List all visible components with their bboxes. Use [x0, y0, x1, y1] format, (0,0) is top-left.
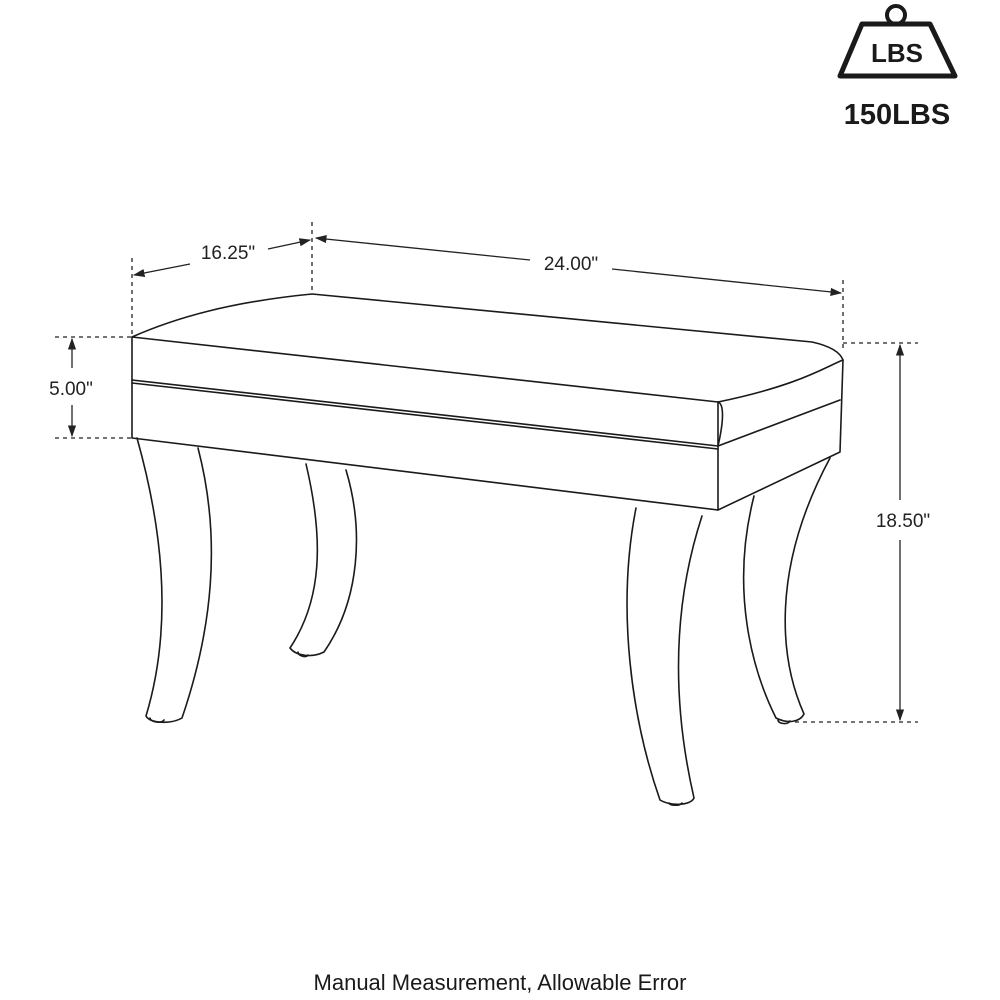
bench-illustration [132, 294, 843, 805]
weight-capacity: 150LBS [843, 99, 951, 131]
dimension-depth-label: 16.25" [200, 243, 256, 264]
weight-icon-label: LBS [871, 38, 923, 68]
leg-front-left [137, 438, 211, 722]
dimension-total-height-label: 18.50" [875, 511, 931, 532]
dimension-total-height [795, 343, 918, 722]
dimension-cushion-height-label: 5.00" [49, 379, 93, 400]
cushion-front [132, 337, 718, 510]
leg-front-right [627, 508, 702, 804]
cushion-side [718, 360, 843, 510]
weight-icon [840, 6, 955, 76]
dimension-depth [132, 222, 312, 337]
dimension-width-label: 24.00" [543, 254, 599, 275]
cushion-seam [132, 380, 840, 446]
leg-back-right [744, 458, 830, 721]
leg-back-left [290, 464, 356, 655]
cushion-top [132, 294, 843, 402]
measurement-note: Manual Measurement, Allowable Error [313, 970, 687, 995]
